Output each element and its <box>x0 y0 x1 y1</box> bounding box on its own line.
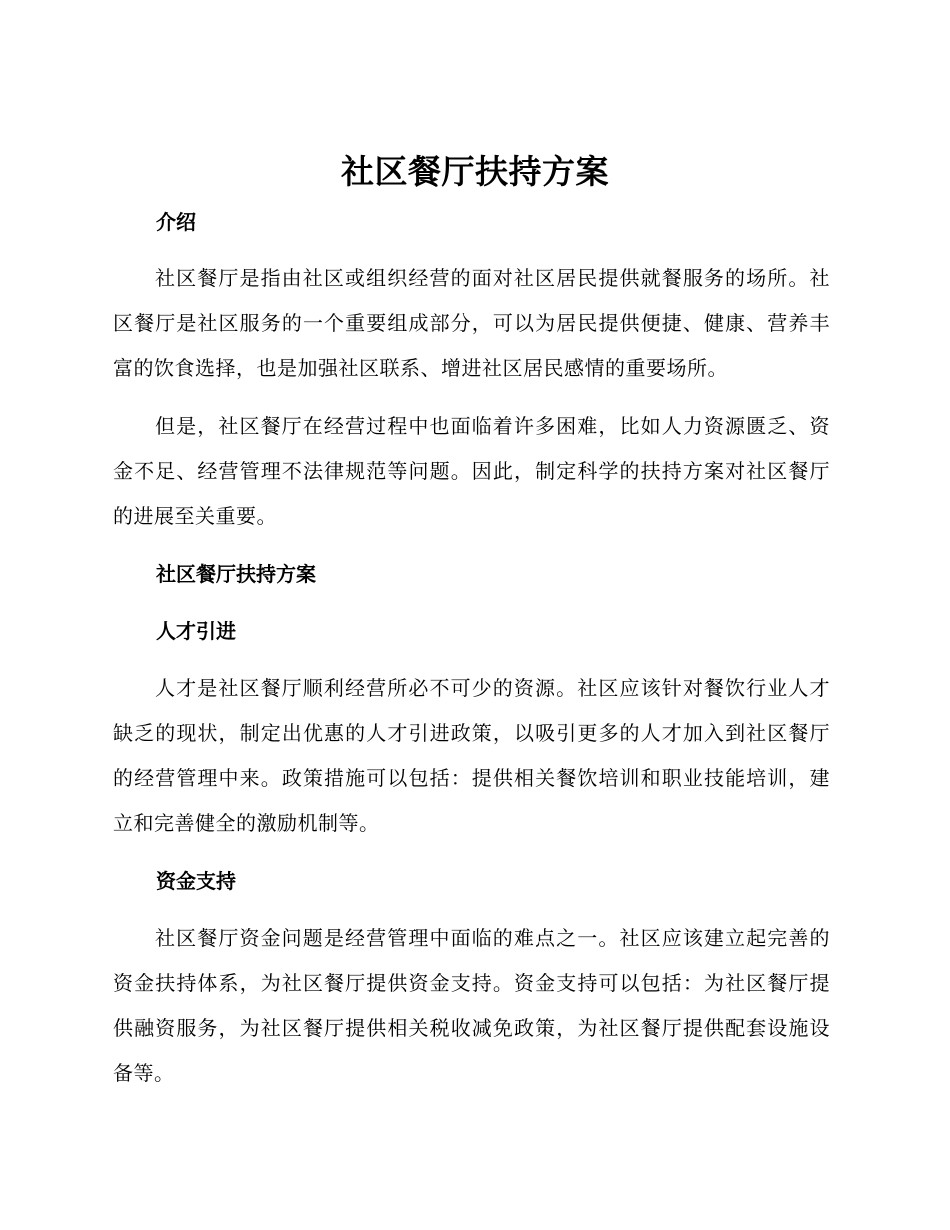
intro-heading: 介绍 <box>156 210 196 234</box>
plan-heading: 社区餐厅扶持方案 <box>156 562 316 586</box>
talent-paragraph: 人才是社区餐厅顺利经营所必不可少的资源。社区应该针对餐饮行业人才缺乏的现状，制定出优惠的人才引进政策，以吸引更多的人才加入到社区餐厅的经营管理中来。政策措施可以包括：提供相关餐饮培训和职业技能培训，建立和完善健全的激励机制等。 <box>113 676 830 835</box>
funding-paragraph: 社区餐厅资金问题是经营管理中面临的难点之一。社区应该建立起完善的资金扶持体系，为社区餐厅提供资金支持。资金支持可以包括：为社区餐厅提供融资服务，为社区餐厅提供相关税收减免政策，为社区餐厅提供配套设施设备等。 <box>113 926 830 1085</box>
funding-heading: 资金支持 <box>156 869 236 893</box>
intro-paragraph-2: 但是，社区餐厅在经营过程中也面临着许多困难，比如人力资源匮乏、资金不足、经营管理不法律规范等问题。因此，制定科学的扶持方案对社区餐厅的进展至关重要。 <box>113 414 830 528</box>
document-title: 社区餐厅扶持方案 <box>341 152 609 191</box>
intro-paragraph-1: 社区餐厅是指由社区或组织经营的面对社区居民提供就餐服务的场所。社区餐厅是社区服务的一个重要组成部分，可以为居民提供便捷、健康、营养丰富的饮食选择，也是加强社区联系、增进社区居民感情的重要场所。 <box>113 266 830 380</box>
talent-heading: 人才引进 <box>156 619 236 643</box>
